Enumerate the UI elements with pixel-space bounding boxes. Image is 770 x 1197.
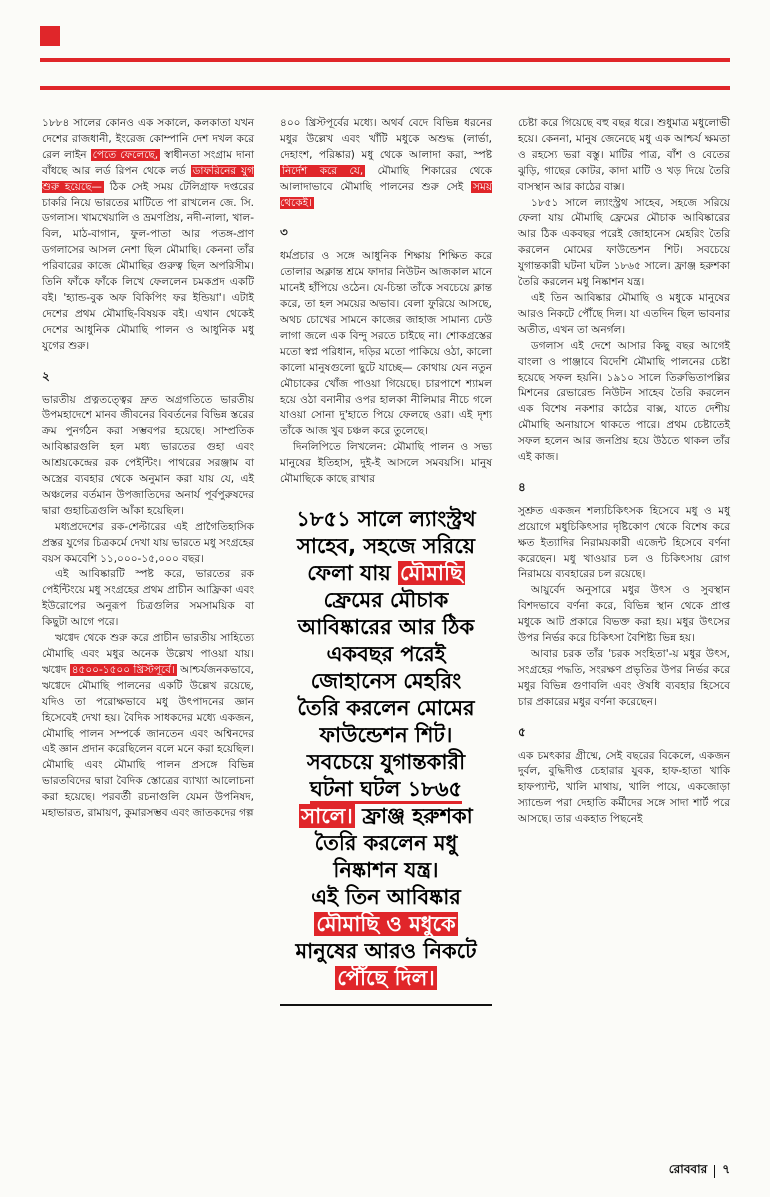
pull-quote-line [280, 560, 492, 587]
text-segment: আবার চরক তাঁর 'চরক সংহিতা'-য় মধুর উৎস, সংগ্রহের পদ্ধতি, সংরক্ষণ প্রভৃতির উপর নির্ভর করে মধুর বিভিন্ন গুণাবলি এবং ঔষধি ব্যবহার হিসেবে চার প্রকারের মধুর বর্ণনা করেছেন। [518, 648, 730, 708]
pull-quote-line [280, 587, 492, 614]
highlighted-text: মৌমাছি [400, 560, 463, 585]
text-segment: ১৮৫১ সালে ল্যাংস্ট্রথ [296, 506, 476, 531]
text-segment: স্বাধীনতা সংগ্রাম দানা বাঁধছে আর লর্ড রিপন থেকে লর্ড [42, 148, 255, 177]
top-rule-1 [40, 58, 730, 62]
text-segment: মৌমাছি শিকারের থেকে আলাদাভাবে মৌমাছি পালনের শুরু সেই [280, 164, 492, 193]
pull-quote-line [280, 911, 492, 938]
text-segment: এক চমৎকার গ্রীষ্মে, সেই বছরের বিকেলে, একজন দুর্বল, বুদ্ধিদীপ্ত চেহারার যুবক, হাফ-হাতা খাকি হাফপ্যান্ট, খালি মাথায়, খালি পায়ে, একজোড়া স্যান্ডেল পরা দেহাতি কর্মীদের সঙ্গে সাদা শার্ট পরে আসছে। তার একহাত পিছনেই [518, 749, 730, 826]
text-segment: মধ্যপ্রদেশের রক-শেল্টারের এই প্রাগৈতিহাসিক প্রস্তর যুগের চিত্রকর্মে দেখা যায় ভারতে মধু সংগ্রহের বয়স কমবেশি ১১,০০০-১৫,০০০ বছর। [42, 520, 254, 565]
text-column-middle [280, 116, 492, 1006]
underlined-text: ঘটনা ঘটল ১৮৬৫ [310, 777, 462, 804]
text-column-right [518, 116, 730, 828]
top-rule-2 [40, 86, 730, 90]
text-segment: এই তিন আবিষ্কার [311, 884, 461, 909]
pull-quote-line [280, 506, 492, 533]
text-column-left [42, 116, 254, 822]
section-number: ৫ [518, 724, 526, 739]
text-segment: ঋগ্বেদ থেকে শুরু করে প্রাচীন ভারতীয় সাহিত্যে মৌমাছি এবং মধুর অনেক উল্লেখ পাওয়া যায়। ঋগ্বেদ [42, 632, 254, 676]
text-segment: সবচেয়ে যুগান্তকারী [306, 749, 466, 774]
highlighted-text: ৪৫০০-১৫০০ খ্রিস্টপূর্বে। [71, 663, 175, 676]
body-paragraph [518, 647, 730, 711]
text-segment: একবছর পরেই [326, 641, 446, 666]
highlighted-text: সালে। [301, 803, 353, 828]
text-segment: ধর্মপ্রচার ও সঙ্গে আধুনিক শিক্ষায় শিক্ষিত করে তোলার অক্লান্ত শ্রমে ফাদার নিউটন আজকাল মানে মানেই হাঁপিয়ে ওঠেন। যে-চিন্তা তাঁকে সবচেয়ে ক্লান্ত করে, তা হল সময়ের অভাব। বেলা ফুরিয়ে আসছে, অথচ চোখের সামনে কাজের জাহাজ সামান্য ঢেউ লাগা জলে এক বিন্দু সরতে চাইছে না। শোকগ্রস্তের মতো স্বপ্ন পরিধান, দড়ির মতো পাকিয়ে ওঠা, কালো কালো মানুষগুলো ছুটে যাচ্ছে— কোথায় যেন নতুন মৌচাকের খোঁজ পাওয়া গিয়েছে। চারপাশে শ্যামল হয়ে ওঠা বনানীর ওপর হালকা নীলিমার নীচে গলে যাওয়া সোনা দু'হাতে পিয়ে ফেলছে ওরা। এই দৃশ্য তাঁকে আজ খুব চঞ্চল করে তুলেছে। [280, 250, 492, 438]
text-segment: ডগলাস এই দেশে আসার কিছু বছর আগেই বাংলা ও পাঞ্জাবে বিদেশি মৌমাছি পালনের চেষ্টা হয়েছে সফল হয়নি। ১৯১০ সালে তিরুভিতাপল্লির মিশনের রেভারেন্ড নিউটন সাহেব তৈরি করলেন এক বিশেষ নকশার কাঠের বাক্স, যাতে দেশীয় মৌমাছি অনায়াসে থাকতে পারে। প্রথম চেষ্টাতেই সফল হলেন আর জনপ্রিয় হয়ে উঠতে থাকল তাঁর এই কাজ। [518, 339, 730, 464]
pull-quote-line [280, 641, 492, 668]
pull-quote-line [280, 695, 492, 722]
text-segment: তৈরি করলেন মধু [314, 830, 458, 855]
highlighted-text: পেতে ফেলেছে, [92, 148, 159, 161]
section-number: ২ [42, 368, 50, 383]
text-segment: ফ্রেমের মৌচাক [323, 587, 449, 612]
highlighted-text: ডাফরিনের যুগ শুরু হয়েছে— [42, 164, 254, 193]
text-segment: আবিষ্কারের আর ঠিক [297, 614, 475, 639]
body-paragraph [42, 567, 254, 631]
text-segment: ১৮৮৪ সালের কোনও এক সকালে, কলকাতা যখন দেশের রাজধানী, ইংরেজ কোম্পানি দেশ দখল করে রেল লাইন [42, 117, 254, 161]
text-segment: সাহেব, সহজে সরিয়ে [296, 533, 476, 558]
body-paragraph [280, 116, 492, 211]
text-segment: মানুষের আরও নিকটে [295, 938, 477, 963]
text-segment: সুশ্রুত একজন শল্যচিকিৎসক হিসেবে মধু ও মধু প্রয়োগে মধুচিকিৎসার দৃষ্টিকোণ থেকে বিশেষ করে ক্ষত ইত্যাদির নিরাময়কারী এজেন্ট হিসেবে বর্ণনা করেছেন। মধু খাওয়ার চল ও চিকিৎসায় রোগ নিরাময়ে ব্যবহারের চল রয়েছে। [518, 504, 730, 581]
body-paragraph [42, 520, 254, 568]
body-paragraph [518, 196, 730, 291]
text-segment: ঠিক সেই সময় টেলিগ্রাফ দপ্তরের চাকরি নিয়ে ভারতের মাটিতে পা রাখলেন জে. সি. ডগলাস। খামখেয়ালি ও ভ্রমণপ্রিয়, নদী-নালা, খাল-বিল, মাঠ-বাগান, ফুল-পাতা আর পতঙ্গ-প্রাণ ডগলাসের আসল নেশা ছিল মৌমাছি। কেননা তাঁর পরিবারের কাজে মৌমাছির গুরুত্ব ছিল অপরিসীম। তিনি ফাঁকে ফাঁকে লিখে ফেললেন চমকপ্রদ একটি বই। 'হ্যান্ড-বুক অফ বিকিপিং ফর ইন্ডিয়া'। এটাই দেশের প্রথম মৌমাছি-বিষয়ক বই। এখান থেকেই দেশের আধুনিক মৌমাছি পালন ও আধুনিক মধু যুগের শুরু। [42, 180, 254, 352]
pull-quote-line [280, 884, 492, 911]
text-segment: ৪০০ খ্রিস্টপূর্বের মধ্যে। অথর্ব বেদে বিভিন্ন ধরনের মধুর উল্লেখ এবং খাঁটি মধুকে অশুদ্ধ (লার্ভা, দেহাংশ, পরিষ্কার) মধু থেকে আলাদা করা, স্পষ্ট [280, 117, 492, 161]
page-footer [669, 1161, 730, 1181]
pull-quote-line [280, 614, 492, 641]
text-segment: ফেলা যায় [307, 560, 399, 585]
pull-quote-line [280, 965, 492, 992]
text-segment: ভারতীয় প্রত্নতত্ত্বের দ্রুত অগ্রগতিতে ভারতীয় উপমহাদেশে মানব জীবনের বিবর্তনের বিভিন্ন স্তরের ক্রম পুনর্গঠন করা সম্ভবপর হয়েছে। সাম্প্রতিক আবিষ্কারগুলি হল মধ্য ভারতের গুহা এবং আশ্রয়কেন্দ্রের রক পেইন্টিং। পাথরের সরঞ্জাম বা অস্ত্রের ব্যবহার থেকে অনুমান করা যায় যে, এই অঞ্চলের বর্তমান উপজাতিদের অনার্য পূর্বপুরুষদের দ্বারা গুহাচিত্রগুলি আঁকা হয়েছিল। [42, 393, 254, 517]
text-segment: জোহানেস মেহরিং [310, 668, 462, 693]
text-segment: আশ্চর্যজনকভাবে, ঋগ্বেদে মৌমাছি পালনের একটি উল্লেখ রয়েছে, যদিও তা পরোক্ষভাবে মধু উৎপাদনের জ্ঞান হিসেবেই দেখা হয়। বৈদিক সাধকদের মধ্যে একজন, মৌমাছি পালন সম্পর্কে জানতেন এবং অশ্বিনদের এই জ্ঞান প্রদান করেছিলেন বলে মনে করা হয়েছিল। মৌমাছি এবং মৌমাছি পালন প্রসঙ্গে বিভিন্ন ভারতবিদের দ্বারা বৈদিক স্তোত্রের ব্যাখ্যা আলোচনা করা হয়েছে। পরবর্তী রচনাগুলি যেমন উপনিষদ, মহাভারত, রামায়ণ, কুমারসম্ভব এবং জাতকদের গল্প [42, 663, 254, 820]
pull-quote-line [280, 938, 492, 965]
pull-quote-line [280, 749, 492, 776]
text-segment: এই আবিষ্কারটি স্পষ্ট করে, ভারতের রক পেইন্টিংয়ে মধু সংগ্রহের প্রথম প্রাচীন আফ্রিকা এবং ইউরোপের অনুরূপ চিত্রগুলির সমসাময়িক বা কিছুটা আগে পরে। [42, 568, 254, 629]
text-segment: তৈরি করলেন মোমের [297, 695, 475, 720]
body-paragraph [518, 749, 730, 829]
section-number: ৩ [280, 225, 288, 240]
pull-quote-line [280, 830, 492, 857]
highlighted-text: মৌমাছি ও মধুকে [316, 911, 456, 936]
text-segment: চেষ্টা করে গিয়েছে বহু বছর ধরে। শুধুমাত্র মধুলোভী হয়ে। কেননা, মানুষ জেনেছে মধু এক আশ্চর্য ক্ষমতা ও রহস্যে ভরা বস্তু। মাটির পাত্র, বাঁশ ও বেতের ঝুড়ি, গাছের কোটর, কাদা মাটি ও খড় দিয়ে তৈরি বাসস্থান আর কাঠের বাক্স। [518, 117, 730, 193]
highlighted-text: পৌঁছে দিল। [337, 965, 435, 990]
text-segment: আয়ুর্বেদ অনুসারে মধুর উৎস ও সুবস্থান বিশদভাবে বর্ণনা করে, বিভিন্ন স্থান থেকে প্রাপ্ত মধুকে আট প্রকারে বিভক্ত করা হয়। মধুর উৎসের উপর নির্ভর করে চিকিৎসা বৈশিষ্ট্য ভিন্ন হয়। [518, 584, 730, 645]
footer-section-name: রোববার [668, 1162, 708, 1176]
text-segment: দিনলিপিতে লিখলেন: মৌমাছি পালন ও সভ্য মানুষের ইতিহাস, দুই-ই আসলে সমবয়সি। মানুষ মৌমাছিকে কাছে রাখার [280, 441, 492, 486]
body-paragraph [42, 393, 254, 520]
corner-accent-square [40, 26, 60, 46]
text-segment: ফাউন্ডেশন শিট। [319, 722, 453, 747]
section-number: ৪ [518, 479, 526, 494]
body-paragraph [518, 504, 730, 584]
body-paragraph [42, 116, 254, 355]
highlighted-text: নির্দেশ করে যে, [282, 164, 364, 177]
pull-quote-line [280, 776, 492, 803]
pull-quote [280, 506, 492, 1006]
pull-quote-line [280, 533, 492, 560]
pull-quote-line [280, 722, 492, 749]
footer-divider [714, 1165, 715, 1178]
pull-quote-line [280, 857, 492, 884]
body-paragraph [518, 339, 730, 466]
body-paragraph [518, 583, 730, 647]
text-segment: নিষ্কাশন যন্ত্র। [333, 857, 439, 882]
pullquote-end-rule [280, 1004, 492, 1006]
text-segment: ১৮৫১ সালে ল্যাংস্ট্রথ সাহেব, সহজে সরিয়ে ফেলা যায় মৌমাছি ফ্রেমের মৌচাক আবিষ্কারের আর ঠিক একবছর পরেই জোহানেস মেহরিং তৈরি করলেন মোমের ফাউন্ডেশন শিট। সবচেয়ে যুগান্তকারী ঘটনা ঘটল ১৮৬৫ সালে। ফ্রাঞ্জ হরুশকা তৈরি করলেন মধু নিষ্কাশন যন্ত্র। [518, 196, 730, 289]
highlighted-text: সময় থেকেই। [280, 180, 492, 209]
body-paragraph [280, 249, 492, 440]
footer-page-number: ৭ [722, 1162, 730, 1176]
text-segment: ফ্রাঞ্জ হরুশকা [354, 803, 473, 828]
pull-quote-line [280, 803, 492, 830]
text-segment: এই তিন আবিষ্কার মৌমাছি ও মধুকে মানুষের আরও নিকটে পৌঁছে দিল। যা এতদিন ছিল ভাবনার অতীত, এখন তা অনর্গল। [518, 291, 730, 336]
body-paragraph [42, 631, 254, 822]
body-paragraph [280, 440, 492, 488]
pull-quote-line [280, 668, 492, 695]
body-paragraph [518, 116, 730, 196]
body-paragraph [518, 291, 730, 339]
